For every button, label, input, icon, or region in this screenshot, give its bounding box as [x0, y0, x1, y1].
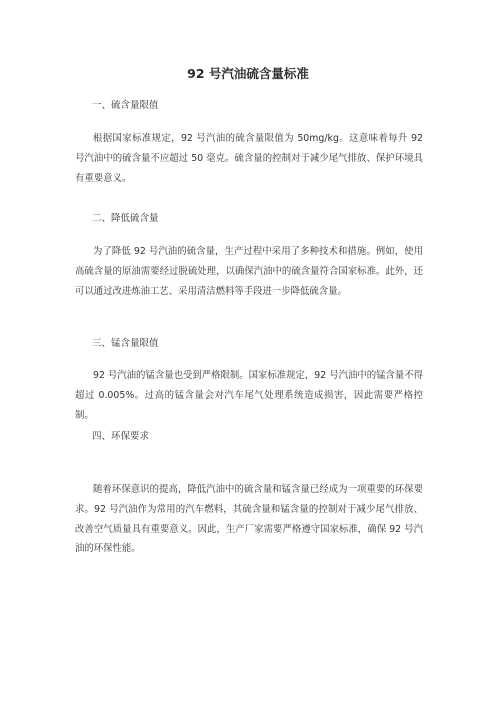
- section-body-environmental: 随着环保意识的提高，降低汽油中的硫含量和锰含量已经成为一项重要的环保要求。92 号汽油作为常用的汽车燃料，其硫含量和锰含量的控制对于减少尾气排放、改善空气质量具有重要意义。因此，生产厂家需要严格遵守国家标准，确保 92 号汽油的环保性能。: [75, 484, 423, 555]
- document-title: 92 号汽油硫含量标准: [187, 66, 309, 81]
- section-heading-environmental: 四、环保要求: [92, 431, 150, 442]
- section-heading-manganese-limit: 三、锰含量限值: [92, 338, 159, 349]
- section-body-sulfur-limit: 根据国家标准规定，92 号汽油的硫含量限值为 50mg/kg。这意味着每升 92 号汽油中的硫含量不应超过 50 毫克。硫含量的控制对于减少尾气排放、保护环境具有重要意义。: [75, 133, 423, 184]
- section-heading-sulfur-limit: 一、硫含量限值: [92, 100, 159, 111]
- section-body-manganese-limit: 92 号汽油的锰含量也受到严格限制。国家标准规定，92 号汽油中的锰含量不得超过 0.005%。过高的锰含量会对汽车尾气处理系统造成损害，因此需要严格控制。: [75, 370, 423, 421]
- section-heading-reduce-sulfur: 二、降低硫含量: [92, 213, 159, 224]
- section-body-reduce-sulfur: 为了降低 92 号汽油的硫含量，生产过程中采用了多种技术和措施。例如，使用高硫含量的原油需要经过脱硫处理，以确保汽油中的硫含量符合国家标准。此外，还可以通过改进炼油工艺、采用清洁燃料等手段进一步降低硫含量。: [75, 246, 423, 297]
